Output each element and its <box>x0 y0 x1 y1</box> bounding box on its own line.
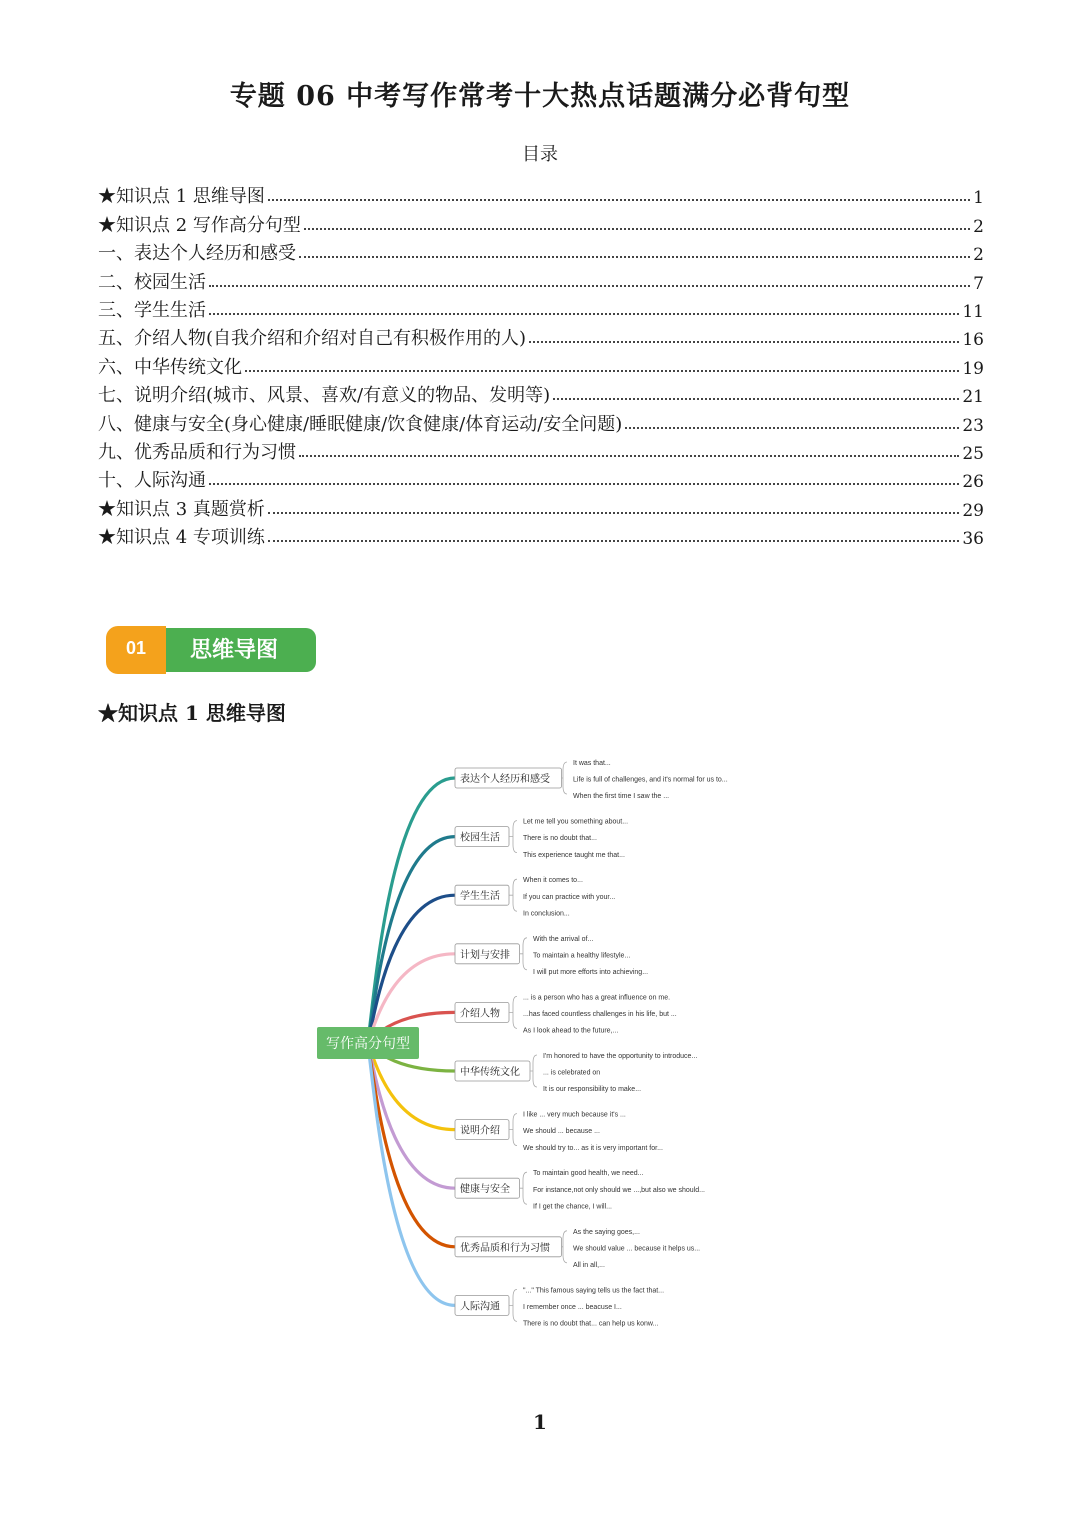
toc-entry[interactable] <box>98 521 984 549</box>
leaf-sentence: We should value ... because it helps us... <box>573 1245 701 1253</box>
section-title: ★知识点 1 思维导图 <box>98 701 286 725</box>
toc-entry[interactable] <box>98 265 984 293</box>
toc-leader-dots <box>268 512 959 514</box>
toc-entry-page: 7 <box>973 273 984 294</box>
toc-entry[interactable] <box>98 180 984 208</box>
toc-entry[interactable] <box>98 237 984 265</box>
table-of-contents <box>98 180 984 549</box>
toc-entry[interactable] <box>98 492 984 520</box>
toc-entry-page: 23 <box>962 415 984 436</box>
branch-label: 校园生活 <box>460 832 500 844</box>
leaf-bracket <box>509 996 517 1028</box>
leaf-sentence: I like ... very much because it's ... <box>523 1111 626 1119</box>
leaf-bracket <box>520 938 528 970</box>
toc-entry[interactable] <box>98 350 984 378</box>
toc-entry-page: 25 <box>962 443 984 464</box>
toc-entry[interactable] <box>98 436 984 464</box>
toc-entry-label: 九、优秀品质和行为习惯 <box>98 441 296 463</box>
leaf-sentence: As I look ahead to the future,... <box>523 1027 619 1035</box>
leaf-sentence: This experience taught me that... <box>523 851 625 859</box>
leaf-bracket <box>509 821 517 853</box>
leaf-bracket <box>520 1172 528 1204</box>
leaf-sentence: All in all,... <box>573 1262 605 1269</box>
toc-entry-label: 一、表达个人经历和感受 <box>98 243 296 265</box>
leaf-bracket <box>530 1055 537 1087</box>
toc-entry-label: ★知识点 2 写作高分句型 <box>98 214 301 236</box>
leaf-bracket <box>509 1114 517 1146</box>
leaf-sentence: Life is full of challenges, and it's normal for us to... <box>573 776 728 784</box>
section-badge-number: 01 <box>106 626 166 674</box>
mind-map <box>0 740 1080 1350</box>
toc-entry-label: 六、中华传统文化 <box>98 356 242 378</box>
toc-leader-dots <box>299 455 959 457</box>
toc-entry-label: 二、校园生活 <box>98 271 206 293</box>
leaf-sentence: There is no doubt that... <box>523 835 597 843</box>
leaf-sentence: It is our responsibility to make... <box>543 1086 642 1094</box>
leaf-sentence: With the arrival of... <box>533 935 594 943</box>
toc-entry-page: 29 <box>962 500 984 521</box>
branch-label: 人际沟通 <box>460 1301 500 1313</box>
toc-leader-dots <box>209 483 959 485</box>
branch-connector <box>367 1043 455 1305</box>
toc-entry-page: 21 <box>962 387 984 408</box>
root-label: 写作高分句型 <box>326 1035 410 1051</box>
toc-leader-dots <box>299 256 970 258</box>
section-badge-label: 思维导图 <box>152 628 316 672</box>
toc-entry[interactable] <box>98 407 984 435</box>
toc-entry[interactable] <box>98 379 984 407</box>
toc-entry[interactable] <box>98 464 984 492</box>
toc-entry-label: 十、人际沟通 <box>98 470 206 492</box>
leaf-sentence: If you can practice with your... <box>523 893 616 901</box>
leaf-sentence: Let me tell you something about... <box>523 818 629 826</box>
document-title: 专题 06 中考写作常考十大热点话题满分必背句型 <box>229 81 851 112</box>
leaf-sentence: It was that... <box>573 760 611 767</box>
leaf-sentence: ... is a person who has a great influence on me. <box>523 994 671 1002</box>
leaf-sentence: In conclusion... <box>523 910 570 918</box>
leaf-sentence: I remember once ... beacuse I... <box>523 1304 622 1311</box>
toc-leader-dots <box>529 341 959 343</box>
toc-leader-dots <box>625 427 959 429</box>
toc-leader-dots <box>553 398 959 400</box>
toc-entry-page: 36 <box>962 529 984 550</box>
toc-entry[interactable] <box>98 208 984 236</box>
toc-leader-dots <box>268 540 959 542</box>
toc-entry-page: 2 <box>973 216 984 237</box>
leaf-bracket <box>562 1231 568 1263</box>
toc-leader-dots <box>209 285 970 287</box>
leaf-sentence: ...has faced countless challenges in his life, but ... <box>523 1011 677 1018</box>
branch-label: 学生生活 <box>460 891 500 903</box>
leaf-sentence: To maintain a healthy lifestyle... <box>533 952 631 960</box>
leaf-sentence: As the saying goes,... <box>573 1228 640 1236</box>
toc-entry-label: ★知识点 1 思维导图 <box>98 186 265 208</box>
toc-leader-dots <box>245 370 959 372</box>
toc-heading: 目录 <box>522 144 558 165</box>
toc-leader-dots <box>209 313 959 315</box>
toc-entry-label: 八、健康与安全(身心健康/睡眠健康/饮食健康/体育运动/安全问题) <box>98 413 623 435</box>
leaf-sentence: There is no doubt that... can help us konw... <box>523 1320 659 1328</box>
leaf-sentence: We should try to... as it is very important for... <box>523 1144 663 1152</box>
leaf-bracket <box>509 1289 517 1321</box>
toc-entry-label: ★知识点 3 真题赏析 <box>98 498 265 520</box>
section-badge <box>106 626 316 674</box>
branch-label: 中华传统文化 <box>460 1067 520 1078</box>
toc-entry-page: 11 <box>962 301 984 322</box>
page-number: 1 <box>533 1410 547 1434</box>
toc-entry-label: 三、学生生活 <box>98 299 206 321</box>
branch-label: 介绍人物 <box>460 1008 500 1020</box>
toc-entry-page: 26 <box>962 472 984 493</box>
leaf-sentence: To maintain good health, we need... <box>533 1170 644 1178</box>
toc-entry-page: 16 <box>962 330 984 351</box>
toc-entry-page: 1 <box>973 188 984 209</box>
toc-entry-page: 19 <box>962 358 984 379</box>
leaf-sentence: We should ... because ... <box>523 1128 600 1136</box>
leaf-sentence: I'm honored to have the opportunity to introduce... <box>543 1053 698 1060</box>
branch-label: 健康与安全 <box>460 1184 510 1196</box>
leaf-sentence: "..." This famous saying tells us the fact that... <box>523 1287 665 1295</box>
toc-leader-dots <box>268 199 970 201</box>
branch-connector <box>367 778 455 1043</box>
branch-label: 优秀品质和行为习惯 <box>460 1242 550 1254</box>
branch-label: 计划与安排 <box>460 949 510 961</box>
toc-entry-label: 五、介绍人物(自我介绍和介绍对自己有积极作用的人) <box>98 328 527 350</box>
toc-entry-label: ★知识点 4 专项训练 <box>98 527 265 549</box>
leaf-sentence: When the first time I saw the ... <box>573 793 670 801</box>
toc-entry[interactable] <box>98 322 984 350</box>
toc-leader-dots <box>304 228 970 230</box>
leaf-sentence: If I get the chance, I will... <box>533 1203 612 1211</box>
leaf-bracket <box>562 762 568 794</box>
branch-label: 说明介绍 <box>460 1125 500 1137</box>
toc-entry[interactable] <box>98 294 984 322</box>
branch-label: 表达个人经历和感受 <box>460 774 550 785</box>
toc-entry-label: 七、说明介绍(城市、风景、喜欢/有意义的物品、发明等) <box>98 385 551 407</box>
toc-entry-page: 2 <box>973 245 984 266</box>
leaf-sentence: I will put more efforts into achieving... <box>533 969 649 976</box>
leaf-bracket <box>509 879 517 911</box>
leaf-sentence: When it comes to... <box>523 877 583 885</box>
leaf-sentence: For instance,not only should we ...,but also we should... <box>533 1186 705 1194</box>
leaf-sentence: ... is celebrated on <box>543 1069 601 1077</box>
